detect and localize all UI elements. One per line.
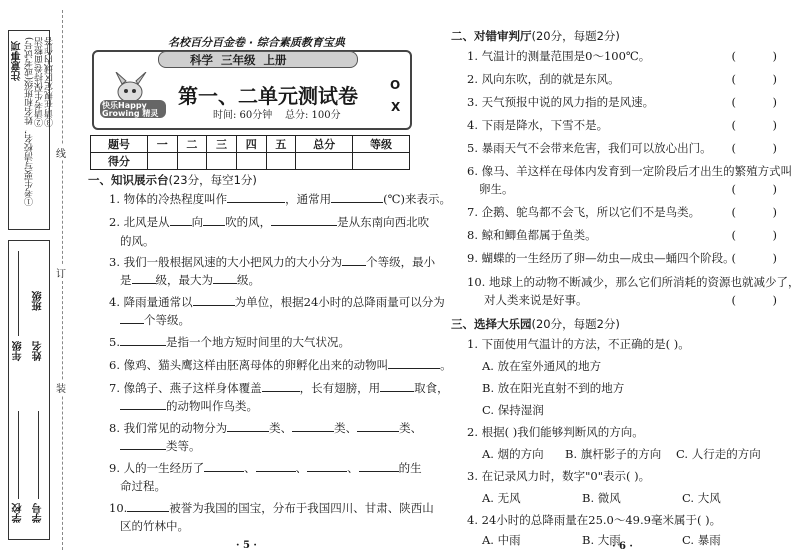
answer-blank[interactable] bbox=[213, 273, 237, 284]
answer-blank[interactable] bbox=[342, 255, 366, 266]
q4-text-c: 个等级。 bbox=[144, 313, 190, 327]
answer-paren[interactable]: ( ) bbox=[731, 251, 777, 265]
student-no-label: 学号 bbox=[33, 503, 44, 523]
question-3 bbox=[109, 254, 435, 270]
logo-text: 快乐Happy Growing 精灵 bbox=[102, 101, 159, 118]
score-table-cell: 一 bbox=[147, 136, 177, 153]
section-1-title: 一、知识展示台 bbox=[88, 173, 169, 187]
tf-item bbox=[467, 227, 777, 243]
answer-blank[interactable] bbox=[359, 461, 399, 472]
answer-paren[interactable]: ( ) bbox=[731, 293, 777, 307]
school-label: 学校 bbox=[13, 503, 24, 523]
answer-paren[interactable]: ( ) bbox=[731, 182, 777, 196]
q6-text-b: 。 bbox=[440, 358, 452, 372]
choice-option[interactable]: C. 暴雨 bbox=[682, 533, 721, 547]
page-number-right: · 6 · bbox=[612, 541, 633, 552]
tf-text: 对人类来说是好事。 bbox=[484, 293, 588, 307]
score-table-cell: 五 bbox=[266, 136, 296, 153]
q1-text-a: 1. 物体的冷热程度叫作 bbox=[109, 192, 228, 206]
note-2: ②请考生保持卷面整洁 bbox=[35, 37, 45, 127]
section-2-title: 二、对错审判厅 bbox=[451, 29, 532, 43]
answer-paren[interactable]: ( ) bbox=[731, 95, 777, 109]
answer-blank[interactable] bbox=[120, 335, 166, 346]
question-9 bbox=[109, 460, 422, 476]
cut-mark: 线 bbox=[56, 145, 66, 160]
page-title: 第一、二单元测试卷 bbox=[178, 84, 358, 108]
answer-blank[interactable] bbox=[271, 215, 337, 226]
answer-blank[interactable] bbox=[227, 421, 269, 432]
question-8-cont bbox=[120, 438, 201, 454]
name-label: 姓名 bbox=[33, 341, 44, 361]
q9-text-c: 、 bbox=[295, 461, 308, 475]
answer-paren[interactable]: ( ) bbox=[731, 72, 777, 86]
q3-text-d: 级，最大为 bbox=[155, 273, 213, 287]
answer-blank[interactable] bbox=[262, 381, 300, 392]
tf-text: 9. 蝴蝶的一生经历了卵—幼虫—成虫—蛹四个阶段。 bbox=[467, 251, 735, 265]
q10-text-b: 被誉为我国的国宝，分布于我国四川、甘肃、陕西山 bbox=[169, 501, 434, 515]
answer-blank[interactable] bbox=[120, 439, 166, 450]
question-8 bbox=[109, 420, 422, 436]
score-cell[interactable] bbox=[207, 153, 237, 170]
question-10 bbox=[109, 500, 434, 516]
question-5 bbox=[109, 334, 350, 350]
true-false-list bbox=[467, 48, 793, 288]
tf-item bbox=[467, 48, 777, 64]
choice-question: 3. 在记录风力时，数字"0"表示( )。 bbox=[467, 469, 651, 483]
answer-blank[interactable] bbox=[357, 421, 399, 432]
tf-text: 3. 天气预报中说的风力指的是风速。 bbox=[467, 95, 655, 109]
score-cell[interactable] bbox=[147, 153, 177, 170]
answer-blank[interactable] bbox=[204, 461, 244, 472]
q4-text-a: 4. 降雨量通常以 bbox=[109, 295, 193, 309]
q9-text-b: 、 bbox=[244, 461, 256, 475]
question-4-cont bbox=[120, 312, 190, 328]
q7-text-b: ，长有翅膀，用 bbox=[299, 381, 381, 395]
answer-blank[interactable] bbox=[388, 358, 440, 369]
q8-text-a: 8. 我们常见的动物分为 bbox=[109, 421, 228, 435]
q9-text-e: 的生 bbox=[398, 461, 422, 475]
choice-option[interactable]: B. 旗杆影子的方向 bbox=[565, 447, 662, 461]
question-2 bbox=[109, 214, 429, 230]
tf-item bbox=[467, 250, 777, 266]
q3-text-c: 是 bbox=[120, 273, 132, 287]
section-3-heading bbox=[451, 316, 620, 332]
q2-text-d: 是从东南向西北吹 bbox=[337, 215, 430, 229]
question-7-cont bbox=[120, 398, 258, 414]
notes-box bbox=[8, 30, 55, 230]
q2-text-b: 向 bbox=[191, 215, 204, 229]
score-row-label: 得分 bbox=[91, 153, 148, 170]
tf-text: 2. 风向东吹，刮的就是东风。 bbox=[467, 72, 620, 86]
answer-paren[interactable]: ( ) bbox=[731, 141, 777, 155]
subject-line: 科学 三年级 上册 bbox=[190, 53, 287, 67]
answer-paren[interactable]: ( ) bbox=[731, 228, 777, 242]
answer-blank[interactable] bbox=[193, 295, 235, 306]
q4-text-b: 为单位，根据24小时的总降雨量可以分为 bbox=[234, 295, 445, 309]
score-table-cell: 四 bbox=[236, 136, 266, 153]
choice-option[interactable]: A. 烟的方向 bbox=[482, 447, 544, 461]
seal-mark: 装 bbox=[56, 380, 66, 395]
choice-question: 2. 根据( )我们能够判断风的方向。 bbox=[467, 425, 644, 439]
question-4 bbox=[109, 294, 445, 310]
answer-blank[interactable] bbox=[331, 192, 383, 203]
question-10-cont: 区的竹林中。 bbox=[120, 519, 189, 533]
score-table-score-row bbox=[91, 153, 410, 170]
choice-option[interactable]: B. 放在阳光直射不到的地方 bbox=[482, 381, 625, 395]
q8-text-b: 类、 bbox=[269, 421, 293, 435]
section-3-title: 三、选择大乐园 bbox=[451, 317, 532, 331]
q10-text-a: 10. bbox=[109, 501, 128, 515]
tf-item-cont bbox=[484, 292, 777, 308]
q3-text-a: 3. 我们一般根据风速的大小把风力的大小分为 bbox=[109, 255, 343, 269]
grade-line bbox=[18, 251, 19, 336]
choice-option[interactable]: A. 中雨 bbox=[482, 533, 521, 547]
tf-item bbox=[467, 94, 777, 110]
class-label: 班级 bbox=[33, 291, 44, 311]
answer-blank[interactable] bbox=[170, 215, 192, 226]
answer-blank[interactable] bbox=[380, 381, 414, 392]
section-1-heading bbox=[88, 172, 257, 188]
tf-text: 8. 鲸和鲫鱼都属于鱼类。 bbox=[467, 228, 597, 242]
tf-item bbox=[467, 71, 777, 87]
question-3-cont bbox=[120, 272, 260, 288]
choice-option[interactable]: A. 无风 bbox=[482, 491, 521, 505]
tf-text: 4. 下雨是降水，下雪不是。 bbox=[467, 118, 609, 132]
tf-item bbox=[467, 163, 793, 179]
score-cell[interactable] bbox=[353, 153, 410, 170]
answer-blank[interactable] bbox=[256, 461, 296, 472]
score-table-cell: 总分 bbox=[296, 136, 353, 153]
section-3-subtitle: (20分，每题2分) bbox=[531, 317, 620, 331]
q7-text-a: 7. 像鸽子、燕子这样身体覆盖 bbox=[109, 381, 262, 395]
q1-text-c: (℃)来表示。 bbox=[383, 192, 451, 206]
q8-text-d: 类、 bbox=[399, 421, 423, 435]
choice-question: 1. 下面使用气温计的方法，不正确的是( )。 bbox=[467, 337, 690, 351]
tf-item bbox=[467, 274, 800, 290]
answer-paren[interactable]: ( ) bbox=[731, 49, 777, 63]
answer-blank[interactable] bbox=[203, 215, 225, 226]
choice-option[interactable]: C. 保持湿润 bbox=[482, 403, 544, 417]
note-3: ③请在规定区域内作答 bbox=[45, 37, 55, 127]
q8-text-c: 类、 bbox=[334, 421, 358, 435]
time-info: 时间: 60分钟 总分: 100分 bbox=[213, 110, 341, 121]
q6-text-a: 6. 像鸡、猫头鹰这样由胚离母体的卵孵化出来的动物叫 bbox=[109, 358, 389, 372]
choice-question: 4. 24小时的总降雨量在25.0～49.9毫米属于( )。 bbox=[467, 513, 722, 527]
q2-text-a: 2. 北风是从 bbox=[109, 215, 170, 229]
cut-dotted-line bbox=[62, 10, 63, 550]
tf-item bbox=[467, 204, 777, 220]
student-info-box bbox=[8, 240, 50, 540]
q2-text-c: 吹的风， bbox=[225, 215, 272, 229]
score-table-cell: 等级 bbox=[353, 136, 410, 153]
q5-text-a: 5. bbox=[109, 335, 120, 349]
question-2-cont: 的风。 bbox=[120, 234, 155, 248]
q9-text-a: 9. 人的一生经历了 bbox=[109, 461, 205, 475]
tf-text: 7. 企鹅、鸵鸟都不会飞，所以它们不是鸟类。 bbox=[467, 205, 701, 219]
tf-text: 10. 地球上的动物不断减少，那么它们所消耗的资源也就减少了， bbox=[467, 275, 800, 289]
choice-option[interactable]: B. 微风 bbox=[582, 491, 621, 505]
q7-text-d: 的动物叫作鸟类。 bbox=[166, 399, 258, 413]
choice-option[interactable]: C. 人行走的方向 bbox=[676, 447, 761, 461]
q7-text-c: 取食， bbox=[414, 381, 449, 395]
question-9-cont: 命过程。 bbox=[120, 479, 166, 493]
choice-option[interactable]: B. 大雨 bbox=[582, 533, 621, 547]
tf-text: 1. 气温计的测量范围是0～100℃。 bbox=[467, 49, 651, 63]
answer-paren[interactable]: ( ) bbox=[731, 118, 777, 132]
school-line bbox=[18, 411, 19, 499]
question-1 bbox=[109, 191, 451, 207]
mascot-logo bbox=[98, 72, 168, 122]
score-table bbox=[90, 135, 410, 170]
grade-label: 年级 bbox=[13, 341, 24, 361]
tf-item bbox=[467, 117, 777, 133]
q3-text-e: 级。 bbox=[237, 273, 260, 287]
page-number-left: · 5 · bbox=[236, 540, 257, 551]
answer-paren[interactable]: ( ) bbox=[731, 205, 777, 219]
slogan: 名校百分百金卷 · 综合素质教育宝典 bbox=[168, 36, 345, 49]
question-7 bbox=[109, 380, 449, 396]
notes-title: 注意事项 bbox=[12, 41, 23, 81]
answer-blank[interactable] bbox=[307, 461, 347, 472]
section-1-subtitle: (23分，每空1分) bbox=[168, 173, 257, 187]
answer-blank[interactable] bbox=[127, 501, 169, 512]
score-table-header-row bbox=[91, 136, 410, 153]
section-2-subtitle: (20分，每题2分) bbox=[531, 29, 620, 43]
tf-text: 卵生。 bbox=[479, 182, 514, 196]
q1-text-b: ，通常用 bbox=[285, 192, 332, 206]
note-1: ①考生要写清校名，姓名和班级(或考试号) bbox=[25, 37, 35, 207]
student-no-line bbox=[38, 411, 39, 499]
q3-text-b: 个等级，最小 bbox=[366, 255, 436, 269]
choice-option[interactable]: C. 大风 bbox=[682, 491, 721, 505]
answer-blank[interactable] bbox=[120, 313, 144, 324]
score-table-cell: 三 bbox=[207, 136, 237, 153]
tf-text: 6. 像马、羊这样在母体内发育到一定阶段后才出生的繁殖方式叫 bbox=[467, 164, 793, 178]
circle-mark: O bbox=[390, 78, 401, 92]
score-table-cell: 二 bbox=[177, 136, 207, 153]
answer-blank[interactable] bbox=[292, 421, 334, 432]
q5-text-b: 是指一个地方短时间里的大气状况。 bbox=[165, 335, 350, 349]
q8-text-e: 类等。 bbox=[166, 439, 201, 453]
score-cell[interactable] bbox=[177, 153, 207, 170]
tf-item bbox=[467, 140, 777, 156]
answer-blank[interactable] bbox=[120, 399, 166, 410]
score-cell[interactable] bbox=[296, 153, 353, 170]
section-2-heading bbox=[451, 28, 620, 44]
tf-text: 5. 暴雨天气不会带来危害，我们可以放心出门。 bbox=[467, 141, 712, 155]
q9-text-d: 、 bbox=[347, 461, 359, 475]
score-table-cell: 题号 bbox=[91, 136, 148, 153]
question-6 bbox=[109, 357, 452, 373]
answer-blank[interactable] bbox=[132, 273, 156, 284]
score-cell[interactable] bbox=[266, 153, 296, 170]
choice-option[interactable]: A. 放在室外通风的地方 bbox=[482, 359, 602, 373]
answer-blank[interactable] bbox=[227, 192, 285, 203]
score-cell[interactable] bbox=[236, 153, 266, 170]
order-mark: 订 bbox=[56, 265, 66, 280]
x-mark: X bbox=[391, 100, 401, 114]
tf-item-cont bbox=[479, 181, 777, 197]
